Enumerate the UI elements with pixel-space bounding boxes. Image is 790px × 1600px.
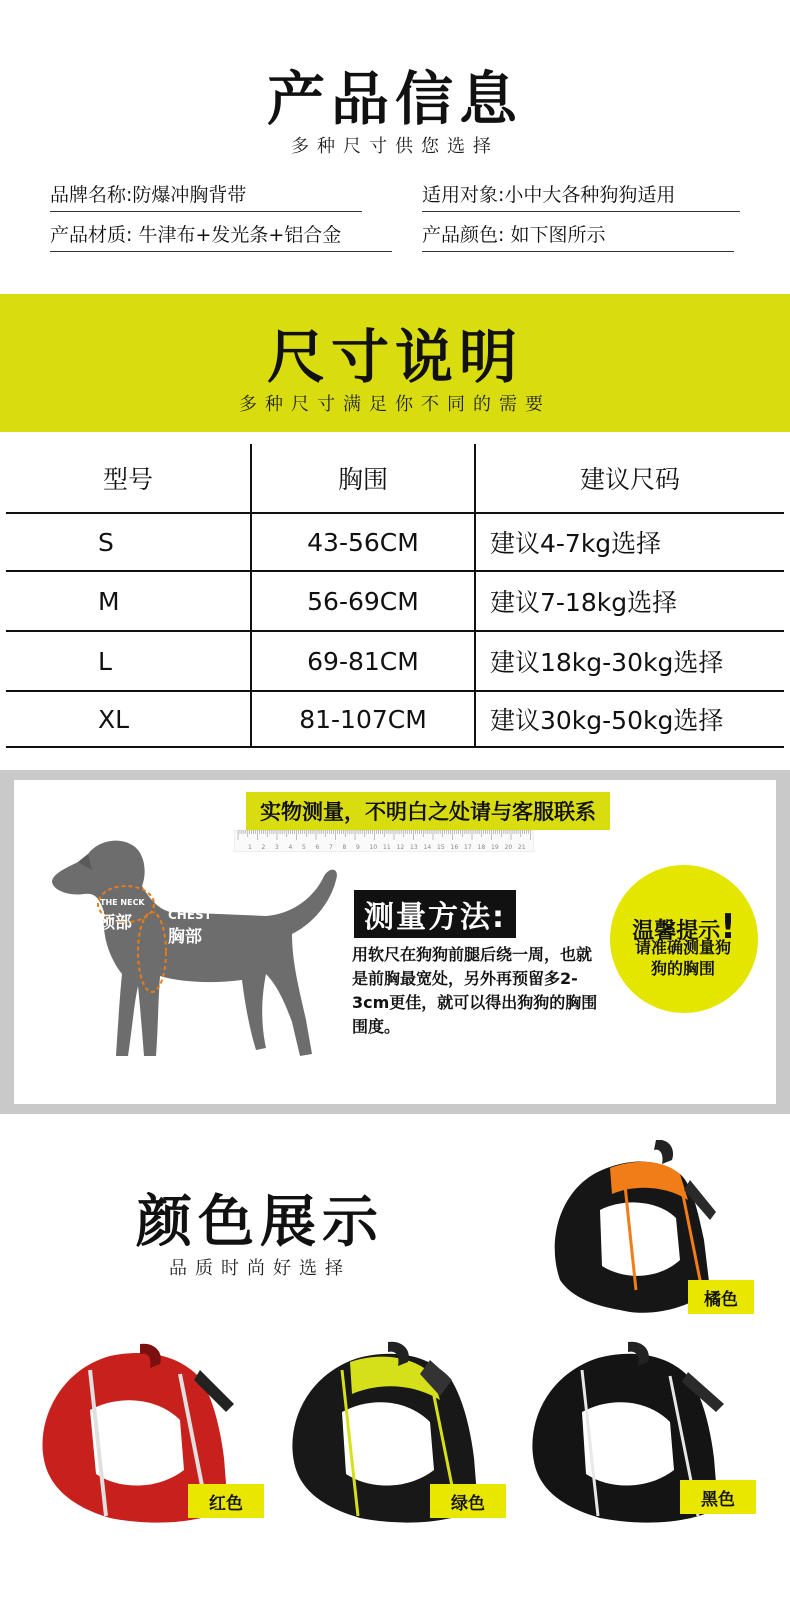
ruler-number: 8 (342, 844, 347, 851)
ruler-number: 15 (437, 844, 445, 851)
ruler-number: 7 (329, 844, 333, 851)
ruler-number: 5 (302, 844, 306, 851)
chest-cell: 43-56CM (307, 527, 419, 557)
product-info-title: 产品信息 (266, 65, 523, 133)
size-cell: XL (98, 704, 130, 734)
color-section-subtitle: 品质时尚好选择 (169, 1258, 351, 1279)
method-text: 用软尺在狗狗前腿后绕一周，也就是前胸最宽处，另外再预留多2-3cm更佳，就可以得出狗狗的胸围围度。 (352, 945, 598, 1036)
color-label-red: 红色 (188, 1484, 264, 1518)
ruler-number: 17 (464, 844, 472, 851)
product-info-subtitle: 多种尺寸供您选择 (291, 136, 499, 157)
color-label-green: 绿色 (430, 1484, 506, 1518)
ruler-number: 19 (491, 844, 499, 851)
ruler-number: 21 (518, 844, 526, 851)
ruler-number: 14 (423, 844, 432, 851)
ruler-number: 9 (356, 844, 360, 851)
tip-badge (610, 865, 758, 1013)
contact-notice: 实物测量，不明白之处请与客服联系 (246, 792, 610, 830)
tip-title: 温馨提示! (632, 907, 736, 947)
ruler-number: 12 (396, 844, 405, 851)
recommend-cell: 建议18kg-30kg选择 (490, 648, 724, 677)
ruler-number: 2 (261, 844, 266, 851)
chest-cn-label: 胸部 (168, 927, 202, 947)
dog-silhouette-image (30, 824, 340, 1094)
brand-name: 品牌名称:防爆冲胸背带 (50, 180, 362, 212)
ruler-number: 10 (369, 844, 378, 851)
ruler-number: 3 (275, 844, 279, 851)
ruler-number: 6 (315, 844, 320, 851)
table-header-row (6, 444, 784, 514)
ruler-number: 16 (450, 844, 459, 851)
header-model: 型号 (102, 465, 153, 494)
product-color: 产品颜色: 如下图所示 (422, 220, 734, 252)
chest-cell: 56-69CM (307, 586, 419, 616)
material: 产品材质: 牛津布+发光条+铝合金 (50, 220, 392, 252)
measurement-panel (0, 770, 790, 1114)
ruler-number: 20 (504, 844, 513, 851)
table-row (6, 572, 784, 632)
recommend-cell: 建议7-18kg选择 (490, 588, 678, 617)
recommend-cell: 建议4-7kg选择 (490, 529, 662, 558)
size-cell: S (98, 527, 114, 557)
header-chest: 胸围 (337, 465, 388, 494)
size-section-subtitle: 多种尺寸满足你不同的需要 (239, 394, 551, 415)
recommend-cell: 建议30kg-50kg选择 (490, 706, 724, 735)
color-label-orange: 橘色 (688, 1280, 754, 1314)
ruler-number: 1 (248, 844, 252, 851)
table-row (6, 632, 784, 692)
ruler-number: 11 (383, 844, 391, 851)
method-title: 测量方法: (354, 890, 516, 938)
chest-cell: 81-107CM (299, 704, 427, 734)
color-section-title: 颜色展示 (136, 1190, 384, 1255)
table-row (6, 514, 784, 572)
header-recommend: 建议尺码 (579, 465, 680, 494)
neck-cn-label: 颈部 (98, 913, 132, 933)
neck-en-label: THE NECK (100, 898, 145, 907)
size-section-title: 尺寸说明 (266, 323, 523, 391)
chest-en-label: CHEST (168, 908, 212, 922)
exclamation-icon: ! (720, 907, 736, 947)
size-cell: L (98, 646, 112, 676)
measurement-card (14, 780, 776, 1104)
target-dogs: 适用对象:小中大各种狗狗适用 (422, 180, 740, 212)
table-row (6, 692, 784, 748)
tip-text: 请准确测量狗狗的胸围 (634, 938, 731, 978)
ruler-number: 18 (477, 844, 486, 851)
ruler-number: 13 (410, 844, 418, 851)
size-cell: M (98, 586, 120, 616)
chest-cell: 69-81CM (307, 646, 419, 676)
color-label-black: 黑色 (680, 1480, 756, 1514)
ruler-number: 4 (288, 844, 293, 851)
